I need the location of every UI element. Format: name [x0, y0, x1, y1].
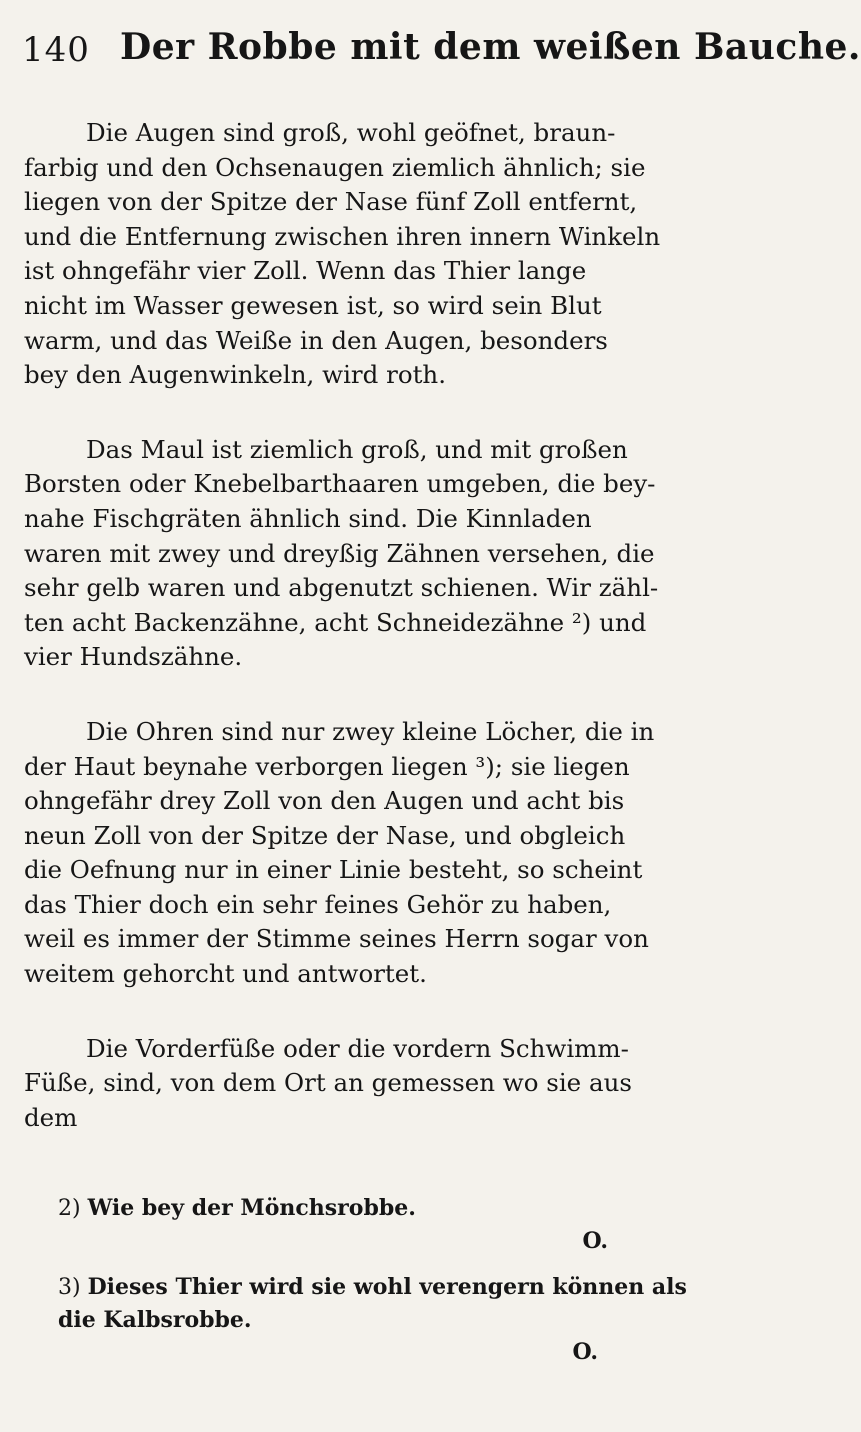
text-line: weil es immer der Stimme seines Herrn sogar von — [24, 924, 649, 954]
text-line: nahe Fischgräten ähnlich sind. Die Kinnladen — [24, 503, 592, 533]
text-line: neun Zoll von der Spitze der Nase, und obgleich — [24, 820, 626, 850]
paragraph — [24, 116, 682, 393]
footnote-marker: 2) — [58, 1196, 81, 1221]
text-line: Füße, sind, von dem Ort an gemessen wo sie aus — [24, 1068, 632, 1098]
text-line: vier Hundszähne. — [24, 642, 243, 672]
footnote-text: Wie bey der Mönchsrobbe. — [87, 1195, 416, 1221]
text-line: weitem gehorcht und antwortet. — [24, 959, 427, 989]
text-line: ten acht Backenzähne, acht Schneidezähne ²) und — [24, 607, 647, 637]
text-line: und die Entfernung zwischen ihren innern Winkeln — [24, 221, 661, 251]
text-line: waren mit zwey und dreyßig Zähnen versehen, die — [24, 538, 655, 568]
footnote-signature: O. — [572, 1339, 598, 1365]
text-line: warm, und das Weiße in den Augen, besonders — [24, 325, 608, 355]
text-line: nicht im Wasser gewesen ist, so wird sein Blut — [24, 290, 602, 320]
paragraph — [24, 715, 682, 992]
text-line: der Haut beynahe verborgen liegen ³); sie liegen — [24, 751, 630, 781]
footnotes — [58, 1192, 688, 1368]
paragraph — [24, 433, 682, 675]
paragraph — [24, 1032, 682, 1136]
footnote-signature: O. — [582, 1228, 608, 1254]
text-line: die Oefnung nur in einer Linie besteht, so scheint — [24, 855, 643, 885]
page-header — [0, 26, 861, 86]
text-line: Borsten oder Knebelbarthaaren umgeben, die bey- — [24, 469, 656, 499]
text-line: sehr gelb waren und abgenutzt schienen. Wir zähl- — [24, 573, 659, 603]
text-line: farbig und den Ochsenaugen ziemlich ähnlich; sie — [24, 152, 646, 182]
footnote-marker: 3) — [58, 1275, 81, 1300]
text-line: Die Vorderfüße oder die vordern Schwimm- — [86, 1033, 629, 1063]
footnote — [58, 1192, 688, 1257]
text-line: bey den Augenwinkeln, wird roth. — [24, 360, 446, 390]
text-line: liegen von der Spitze der Nase fünf Zoll entfernt, — [24, 187, 638, 217]
running-title: Der Robbe mit dem weißen Bauche. — [120, 26, 861, 68]
text-line: Die Ohren sind nur zwey kleine Löcher, die in — [86, 716, 655, 746]
footnote-text-continued: die Kalbsrobbe. — [58, 1307, 252, 1333]
catchword: dem — [24, 1102, 78, 1132]
text-line: ist ohngefähr vier Zoll. Wenn das Thier lange — [24, 256, 587, 286]
text-line: Das Maul ist ziemlich groß, und mit großen — [86, 434, 628, 464]
footnote-text: Dieses Thier wird sie wohl verengern können als — [87, 1274, 687, 1300]
footnote — [58, 1271, 688, 1368]
body-text — [24, 100, 682, 1135]
page-number: 140 — [22, 30, 90, 70]
text-line: ohngefähr drey Zoll von den Augen und acht bis — [24, 786, 625, 816]
text-line: Die Augen sind groß, wohl geöfnet, braun- — [86, 118, 616, 147]
text-line: das Thier doch ein sehr feines Gehör zu haben, — [24, 889, 612, 919]
